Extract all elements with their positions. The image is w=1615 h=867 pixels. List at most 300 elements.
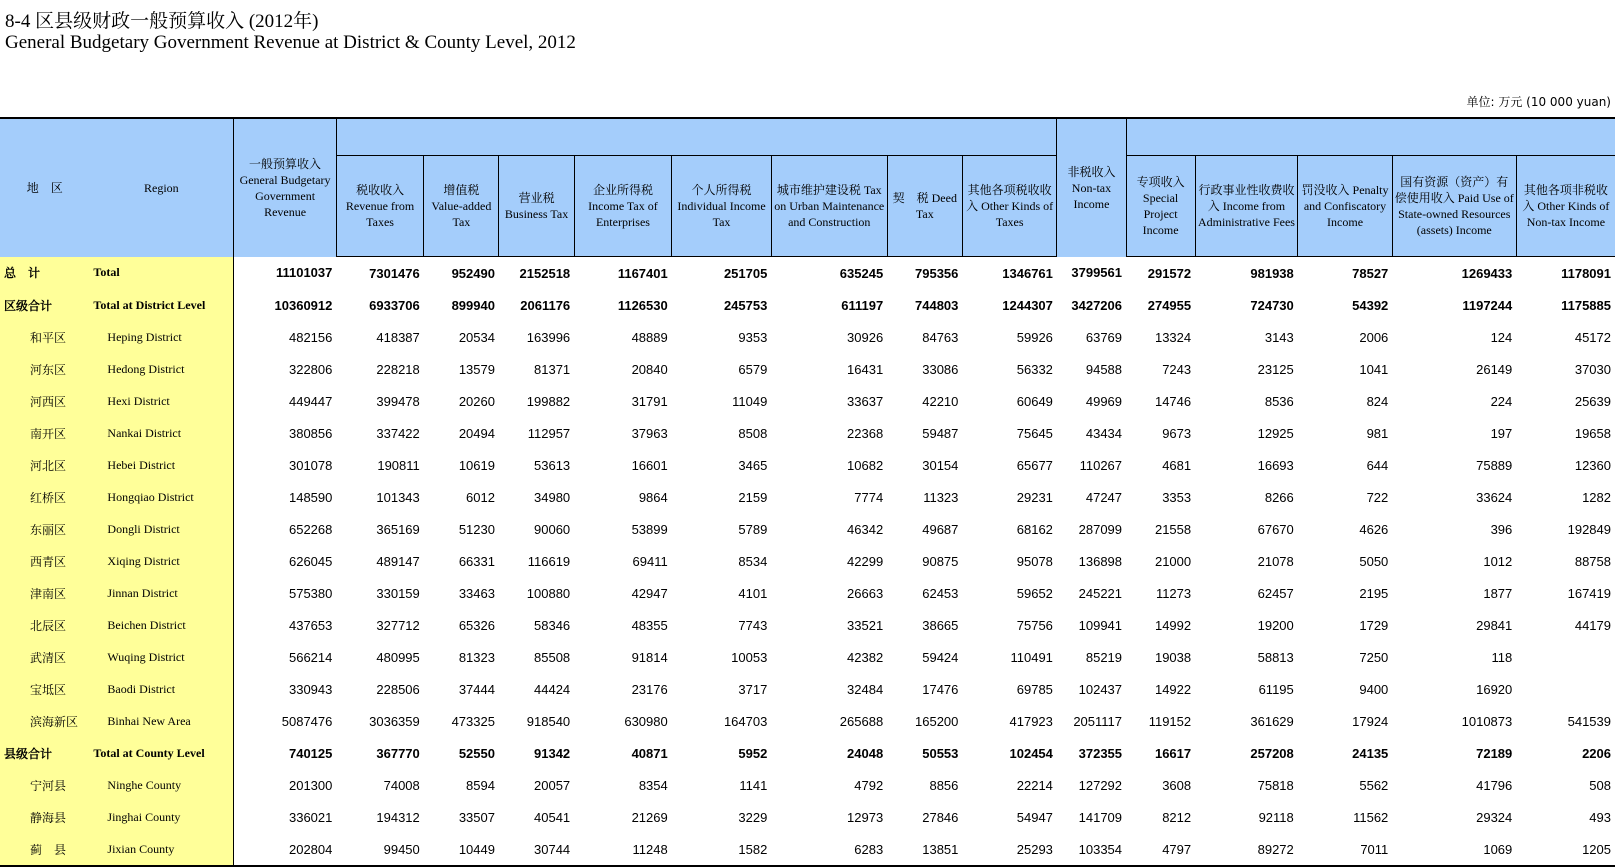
table-cell: 37963 (631, 425, 668, 441)
table-cell: 49969 (1085, 393, 1123, 409)
table-cell: 112957 (527, 425, 571, 441)
header-penalty: 罚没收入 Penalty and Confiscatory Income (1298, 156, 1393, 257)
table-row (0, 481, 1615, 513)
table-cell: 58346 (534, 617, 571, 633)
table-cell: 29231 (1016, 489, 1053, 505)
table-cell: 21558 (1154, 521, 1192, 537)
table-cell: 7301476 (369, 265, 420, 281)
table-cell: 824 (1366, 393, 1389, 409)
table-cell: 27846 (922, 809, 959, 825)
table-cell: 38665 (922, 617, 959, 633)
region-name-cn: 静海县 (0, 801, 89, 833)
table-cell: 26149 (1476, 361, 1513, 377)
table-cell: 508 (1589, 777, 1611, 793)
table-cell: 8856 (929, 777, 959, 793)
region-name-en: Heping District (89, 321, 233, 353)
table-cell: 611197 (841, 297, 884, 313)
table-cell: 116619 (527, 553, 571, 569)
table-cell: 20260 (458, 393, 495, 409)
table-cell: 287099 (1078, 521, 1123, 537)
table-cell: 29841 (1476, 617, 1513, 633)
table-cell: 981938 (1250, 265, 1294, 281)
table-cell: 11323 (923, 489, 959, 505)
table-cell: 11248 (574, 833, 672, 866)
table-row (0, 801, 1615, 833)
table-cell: 265688 (839, 713, 884, 729)
table-cell: 33624 (1476, 489, 1513, 505)
table-row (0, 449, 1615, 481)
table-cell: 21269 (631, 809, 668, 825)
table-cell: 274955 (1147, 297, 1192, 313)
table-cell: 228506 (376, 681, 420, 697)
table-cell: 449447 (288, 393, 333, 409)
region-name-cn: 区级合计 (0, 289, 89, 321)
table-cell: 418387 (376, 329, 420, 345)
table-cell: 17476 (922, 681, 959, 697)
table-cell: 54947 (1016, 809, 1053, 825)
table-cell: 8534 (738, 553, 768, 569)
table-cell: 127292 (1078, 777, 1123, 793)
table-cell: 228218 (376, 361, 420, 377)
table-cell: 245753 (723, 297, 768, 313)
table-cell: 1041 (1359, 361, 1389, 377)
table-cell: 84763 (922, 329, 959, 345)
region-name-en: Jinnan District (89, 577, 233, 609)
table-row (0, 673, 1615, 705)
table-cell: 101343 (376, 489, 420, 505)
table-cell: 59926 (1016, 329, 1053, 345)
table-cell: 118 (1491, 649, 1513, 665)
region-name-cn: 西青区 (0, 545, 89, 577)
table-cell: 19200 (1257, 617, 1294, 633)
table-cell: 9673 (1162, 425, 1192, 441)
table-cell: 417923 (1009, 713, 1053, 729)
region-name-cn: 宝坻区 (0, 673, 89, 705)
table-cell: 19038 (1154, 649, 1192, 665)
region-name-en: Beichen District (89, 609, 233, 641)
table-cell: 61195 (1258, 681, 1294, 697)
region-name-cn: 和平区 (0, 321, 89, 353)
table-cell: 5789 (738, 521, 768, 537)
table-cell: 795356 (915, 265, 959, 281)
table-cell: 47247 (1085, 489, 1123, 505)
region-name-cn: 南开区 (0, 417, 89, 449)
table-cell: 56332 (1016, 361, 1053, 377)
table-cell: 16693 (1257, 457, 1294, 473)
table-cell: 60649 (1016, 393, 1053, 409)
table-cell: 75818 (1257, 777, 1294, 793)
table-cell: 74008 (383, 777, 420, 793)
table-cell: 30154 (922, 457, 959, 473)
table-cell: 1269433 (1461, 265, 1513, 281)
table-cell: 8354 (638, 777, 668, 793)
table-cell: 473325 (451, 713, 495, 729)
table-cell: 1167401 (617, 265, 668, 281)
table-cell: 1205 (1516, 833, 1615, 866)
table-cell: 40541 (534, 809, 571, 825)
region-name-en: Wuqing District (89, 641, 233, 673)
table-cell: 2051117 (1073, 713, 1123, 729)
table-cell: 10360912 (274, 297, 333, 313)
header-taxes: 税收收入 Revenue from Taxes (336, 156, 423, 257)
region-name-en: Ninghe County (89, 769, 233, 801)
table-cell: 59487 (922, 425, 959, 441)
table-cell: 141709 (1078, 809, 1123, 825)
table-cell: 626045 (288, 553, 333, 569)
table-cell: 1244307 (1002, 297, 1053, 313)
table-cell: 51230 (458, 521, 495, 537)
region-name-cn: 河北区 (0, 449, 89, 481)
unit-label: 单位: 万元 (10 000 yuan) (1466, 95, 1611, 109)
table-cell: 53613 (534, 457, 571, 473)
region-name-en: Jixian County (89, 833, 233, 866)
table-cell: 43434 (1085, 425, 1123, 441)
table-cell: 21078 (1257, 553, 1294, 569)
table-cell: 10682 (847, 457, 884, 473)
table-cell: 1012 (1483, 553, 1513, 569)
table-cell: 89272 (1195, 833, 1298, 866)
table-cell: 11049 (732, 393, 768, 409)
table-cell: 14992 (1154, 617, 1192, 633)
table-cell: 1141 (739, 777, 768, 793)
table-cell: 67670 (1257, 521, 1294, 537)
table-cell: 480995 (376, 649, 420, 665)
table-cell: 8536 (1264, 393, 1294, 409)
table-cell: 40871 (631, 745, 668, 761)
table-cell: 85219 (1085, 649, 1123, 665)
table-cell: 23176 (631, 681, 668, 697)
region-name-cn: 蓟 县 (0, 833, 89, 866)
table-cell: 24135 (1352, 745, 1389, 761)
table-cell: 31791 (631, 393, 668, 409)
table-cell: 8594 (466, 777, 495, 793)
table-cell: 740125 (288, 745, 333, 761)
table-cell (1516, 673, 1615, 705)
region-name-cn: 红桥区 (0, 481, 89, 513)
table-cell: 59652 (1016, 585, 1053, 601)
table-cell: 489147 (376, 553, 420, 569)
table-cell: 14746 (1154, 393, 1192, 409)
table-cell: 3717 (738, 681, 768, 697)
table-cell: 2061176 (520, 297, 571, 313)
table-cell: 11101037 (275, 265, 333, 281)
region-name-cn: 总 计 (0, 257, 89, 290)
table-cell: 52550 (458, 745, 495, 761)
table-cell: 65677 (1016, 457, 1053, 473)
table-cell: 4101 (738, 585, 768, 601)
table-cell: 5087476 (281, 713, 333, 729)
region-name-en: Hongqiao District (89, 481, 233, 513)
table-cell: 37444 (458, 681, 495, 697)
table-row (0, 577, 1615, 609)
table-cell: 192849 (1567, 521, 1611, 537)
table-cell: 194312 (376, 809, 420, 825)
region-name-cn: 北辰区 (0, 609, 89, 641)
table-cell: 11562 (1353, 809, 1389, 825)
table-cell: 13851 (887, 833, 962, 866)
table-row (0, 641, 1615, 673)
table-cell: 23125 (1257, 361, 1294, 377)
table-cell: 8508 (738, 425, 768, 441)
table-cell: 722 (1366, 489, 1389, 505)
table-cell: 72189 (1476, 745, 1513, 761)
table-cell: 2206 (1582, 745, 1611, 761)
table-cell: 5952 (738, 745, 768, 761)
table-cell: 12925 (1257, 425, 1294, 441)
table-row (0, 257, 1615, 290)
table-cell: 20840 (631, 361, 668, 377)
table-cell: 41796 (1476, 777, 1513, 793)
table-cell: 7243 (1162, 361, 1192, 377)
table-cell: 12973 (847, 809, 884, 825)
region-name-cn: 东丽区 (0, 513, 89, 545)
table-cell: 91342 (534, 745, 571, 761)
table-cell: 59424 (922, 649, 959, 665)
table-cell: 30926 (847, 329, 884, 345)
table-cell: 12360 (1574, 457, 1611, 473)
table-cell: 330943 (288, 681, 333, 697)
table-cell: 75889 (1476, 457, 1513, 473)
region-name-en: Total (89, 257, 233, 290)
table-cell: 3143 (1264, 329, 1294, 345)
header-nontax-group (1126, 118, 1615, 156)
table-cell: 22368 (847, 425, 884, 441)
table-cell: 20057 (534, 777, 571, 793)
table-cell: 245221 (1078, 585, 1123, 601)
region-name-en: Total at County Level (89, 737, 233, 769)
table-cell: 50553 (922, 745, 959, 761)
table-cell: 45172 (1574, 329, 1611, 345)
table-cell: 49687 (922, 521, 959, 537)
table-cell (1516, 641, 1615, 673)
table-cell: 1175885 (1561, 297, 1611, 313)
table-cell: 33086 (922, 361, 959, 377)
table-cell: 7011 (1298, 833, 1393, 866)
region-name-cn: 滨海新区 (0, 705, 89, 737)
table-cell: 1010873 (1461, 713, 1513, 729)
table-cell: 1197244 (1462, 297, 1513, 313)
table-cell: 8266 (1264, 489, 1294, 505)
table-cell: 644 (1366, 457, 1389, 473)
table-cell: 3036359 (369, 713, 420, 729)
header-individual: 个人所得税 Individual Income Tax (672, 156, 772, 257)
table-row (0, 321, 1615, 353)
table-cell: 110267 (1079, 457, 1123, 473)
region-name-en: Hexi District (89, 385, 233, 417)
table-cell: 34980 (534, 489, 571, 505)
table-cell: 165200 (915, 713, 959, 729)
table-row (0, 833, 1615, 866)
table-cell: 46342 (847, 521, 884, 537)
table-cell: 24048 (847, 745, 884, 761)
header-region-cn: 地 区 (0, 118, 89, 257)
table-cell: 75756 (1016, 617, 1053, 633)
table-cell: 1346761 (1002, 265, 1053, 281)
table-cell: 372355 (1078, 745, 1123, 761)
table-cell: 99450 (336, 833, 423, 866)
header-nontax: 非税收入 Non-tax Income (1057, 118, 1126, 257)
table-cell: 3608 (1162, 777, 1192, 793)
table-cell: 541539 (1567, 713, 1611, 729)
table-cell: 20494 (458, 425, 495, 441)
table-cell: 724730 (1250, 297, 1294, 313)
table-cell: 42947 (631, 585, 668, 601)
table-cell: 58813 (1257, 649, 1294, 665)
table-cell: 10619 (458, 457, 495, 473)
table-cell: 981 (1366, 425, 1389, 441)
table-cell: 361629 (1250, 713, 1294, 729)
header-total-revenue: 一般预算收入 General Budgetary Government Revenue (234, 118, 337, 257)
region-name-cn: 宁河县 (0, 769, 89, 801)
table-cell: 109941 (1078, 617, 1123, 633)
table-cell: 75645 (1016, 425, 1053, 441)
region-name-en: Jinghai County (89, 801, 233, 833)
table-cell: 493 (1589, 809, 1611, 825)
table-cell: 566214 (288, 649, 333, 665)
table-cell: 48355 (631, 617, 668, 633)
table-cell: 5562 (1359, 777, 1389, 793)
table-cell: 65326 (458, 617, 495, 633)
table-cell: 68162 (1016, 521, 1053, 537)
table-cell: 652268 (288, 521, 333, 537)
table-cell: 33507 (458, 809, 495, 825)
table-cell: 367770 (376, 745, 420, 761)
table-cell: 1877 (1483, 585, 1513, 601)
table-cell: 199882 (526, 393, 571, 409)
revenue-table (0, 117, 1615, 867)
table-cell: 21000 (1154, 553, 1192, 569)
table-row (0, 417, 1615, 449)
table-cell: 10053 (731, 649, 768, 665)
header-other-tax: 其他各项税收收入 Other Kinds of Taxes (962, 156, 1057, 257)
table-cell: 81371 (534, 361, 571, 377)
table-cell: 291572 (1147, 265, 1192, 281)
table-cell: 1069 (1392, 833, 1516, 866)
header-urban: 城市维护建设税 Tax on Urban Maintenance and Construction (771, 156, 887, 257)
table-row (0, 513, 1615, 545)
header-vat: 增值税 Value-added Tax (424, 156, 499, 257)
table-cell: 10449 (424, 833, 499, 866)
table-cell: 88758 (1574, 553, 1611, 569)
region-name-en: Dongli District (89, 513, 233, 545)
table-cell: 42210 (922, 393, 959, 409)
table-cell: 42299 (847, 553, 884, 569)
table-cell: 90875 (922, 553, 959, 569)
table-cell: 4626 (1359, 521, 1389, 537)
table-cell: 9353 (738, 329, 768, 345)
region-name-en: Baodi District (89, 673, 233, 705)
table-cell: 257208 (1250, 745, 1294, 761)
table-cell: 11273 (1155, 585, 1192, 601)
table-cell: 3229 (738, 809, 768, 825)
region-name-en: Hedong District (89, 353, 233, 385)
header-tax-group (336, 118, 1057, 156)
table-cell: 33463 (458, 585, 495, 601)
table-cell: 16920 (1476, 681, 1513, 697)
table-cell: 202804 (234, 833, 337, 866)
table-cell: 6933706 (369, 297, 420, 313)
table-cell: 66331 (458, 553, 495, 569)
table-cell: 53899 (631, 521, 668, 537)
table-cell: 78527 (1352, 265, 1389, 281)
header-deed: 契 税 Deed Tax (887, 156, 962, 257)
table-cell: 20534 (458, 329, 495, 345)
table-row (0, 769, 1615, 801)
table-cell: 163996 (526, 329, 571, 345)
page-title-cn: 8-4 区县级财政一般预算收入 (2012年) (5, 11, 319, 32)
region-name-cn: 津南区 (0, 577, 89, 609)
table-cell: 30744 (499, 833, 574, 866)
table-cell: 4681 (1162, 457, 1192, 473)
region-name-cn: 县级合计 (0, 737, 89, 769)
table-cell: 33637 (847, 393, 884, 409)
table-cell: 3799561 (1071, 265, 1123, 281)
table-row (0, 545, 1615, 577)
table-cell: 54392 (1352, 297, 1389, 313)
table-cell: 4792 (854, 777, 884, 793)
page-title-en: General Budgetary Government Revenue at District & County Level, 2012 (5, 32, 576, 53)
header-admin: 行政事业性收费收入 Income from Administrative Fees (1195, 156, 1298, 257)
table-cell: 92118 (1258, 809, 1294, 825)
table-cell: 365169 (376, 521, 420, 537)
table-cell: 16617 (1154, 745, 1192, 761)
region-name-en: Xiqing District (89, 545, 233, 577)
table-cell: 337422 (376, 425, 420, 441)
table-cell: 62457 (1257, 585, 1294, 601)
region-name-en: Hebei District (89, 449, 233, 481)
table-cell: 301078 (288, 457, 333, 473)
table-cell: 110491 (1010, 649, 1053, 665)
table-row (0, 737, 1615, 769)
header-enterprise: 企业所得税 Income Tax of Enterprises (574, 156, 672, 257)
table-cell: 69411 (632, 553, 668, 569)
header-business: 营业税 Business Tax (499, 156, 574, 257)
table-cell: 94588 (1085, 361, 1123, 377)
region-name-en: Nankai District (89, 417, 233, 449)
table-cell: 102454 (1009, 745, 1053, 761)
table-cell: 62453 (922, 585, 959, 601)
table-cell: 1582 (672, 833, 772, 866)
table-cell: 918540 (526, 713, 571, 729)
table-cell: 100880 (526, 585, 571, 601)
table-cell: 9864 (638, 489, 668, 505)
table-cell: 91814 (631, 649, 668, 665)
table-cell: 7250 (1359, 649, 1389, 665)
table-cell: 630980 (624, 713, 668, 729)
table-cell: 1729 (1359, 617, 1389, 633)
region-name-en: Total at District Level (89, 289, 233, 321)
table-cell: 380856 (288, 425, 333, 441)
table-cell: 952490 (451, 265, 495, 281)
table-cell: 4797 (1126, 833, 1195, 866)
table-cell: 13579 (458, 361, 495, 377)
table-cell: 2159 (738, 489, 768, 505)
table-cell: 103354 (1057, 833, 1126, 866)
table-cell: 3465 (738, 457, 768, 473)
table-cell: 124 (1490, 329, 1513, 345)
table-cell: 14922 (1154, 681, 1192, 697)
table-row (0, 353, 1615, 385)
table-cell: 32484 (847, 681, 884, 697)
table-cell: 6579 (738, 361, 768, 377)
table-cell: 63769 (1085, 329, 1123, 345)
table-cell: 90060 (534, 521, 571, 537)
header-special: 专项收入 Special Project Income (1126, 156, 1195, 257)
table-cell: 33521 (847, 617, 884, 633)
table-row (0, 385, 1615, 417)
table-cell: 148590 (288, 489, 333, 505)
table-row (0, 609, 1615, 641)
